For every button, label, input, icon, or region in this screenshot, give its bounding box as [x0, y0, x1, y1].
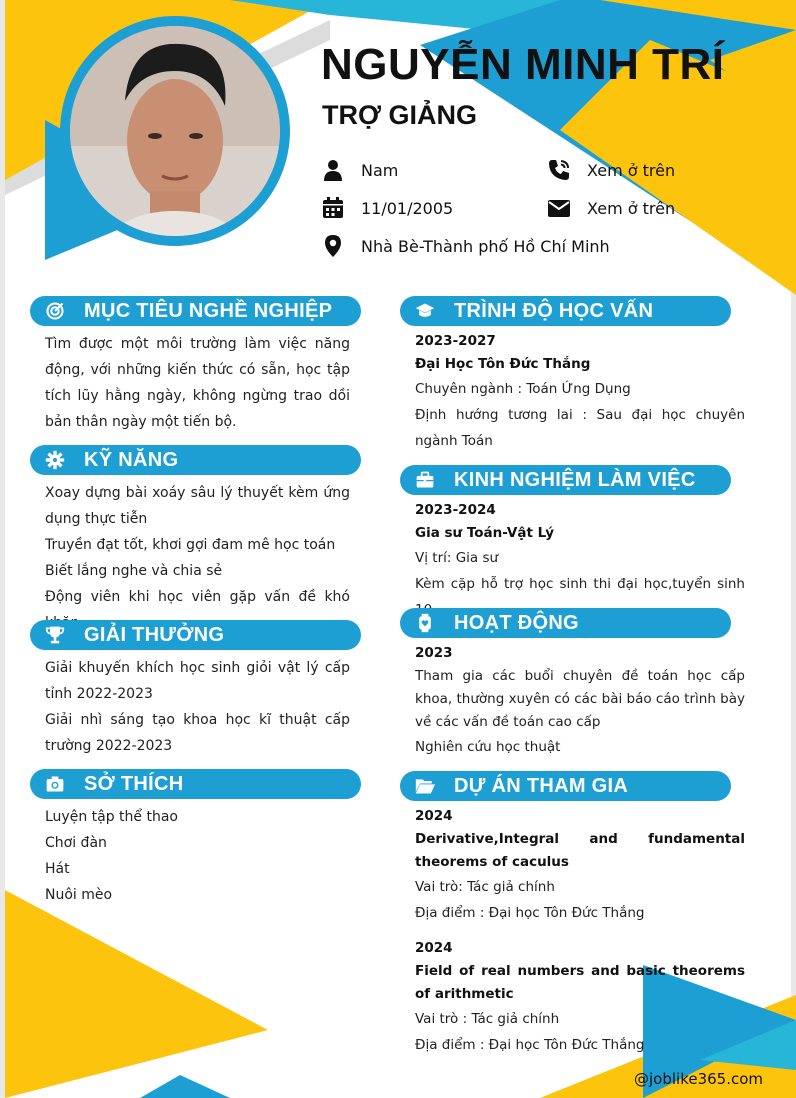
experience-position: Vị trí: Gia sư — [415, 550, 499, 566]
candidate-name: NGUYỄN MINH TRÍ — [321, 40, 725, 89]
award-item: Giải nhì sáng tạo khoa học kĩ thuật cấp trường 2022-2023 — [45, 712, 350, 754]
birthdate-value: 11/01/2005 — [361, 198, 454, 218]
activities-header — [400, 608, 731, 638]
phone-info — [547, 158, 675, 182]
website-footer: @joblike365.com — [634, 1070, 764, 1088]
project-location: Địa điểm : Đại học Tôn Đức Thắng — [415, 905, 645, 921]
experience-desc: Kèm cặp hỗ trợ học sinh thi đại học,tuyển sinh — [415, 576, 745, 592]
job-title: TRỢ GIẢNG — [322, 100, 478, 130]
education-major: Chuyên ngành : Toán Ứng Dụng — [415, 381, 631, 397]
project-item — [415, 937, 745, 1058]
awards-header — [30, 620, 361, 650]
graduation-cap-icon — [414, 300, 436, 322]
hobbies-header — [30, 769, 361, 799]
folder-open-icon — [414, 775, 436, 797]
address-value: Nhà Bè-Thành phố Hồ Chí Minh — [361, 236, 610, 256]
education-period: 2023-2027 — [415, 333, 496, 349]
education-orientation: Định hướng tương lai : Sau đại học chuyên ngành Toán — [415, 407, 745, 449]
gear-icon — [44, 449, 66, 471]
skills-list — [45, 480, 350, 636]
experience-job: Gia sư Toán-Vật Lý — [415, 525, 555, 541]
objective-heading: MỤC TIÊU NGHỀ NGHIỆP — [84, 299, 333, 322]
envelope-icon — [547, 196, 571, 220]
projects-heading: DỰ ÁN THAM GIA — [454, 774, 629, 797]
project-year: 2024 — [415, 940, 453, 956]
phone-value: Xem ở trên — [587, 160, 676, 180]
activities-year: 2023 — [415, 645, 453, 661]
phone-icon — [547, 158, 571, 182]
activities-section — [415, 642, 745, 760]
skill-item: Động viên khi học viên gặp vấn đề khó — [45, 589, 350, 605]
hobbies-heading: SỞ THÍCH — [84, 772, 184, 795]
hobby-item: Luyện tập thể thao — [45, 809, 178, 825]
target-icon — [44, 300, 66, 322]
skill-item: Xoay dựng bài xoáy sâu lý thuyết kèm ứng dụng thực tiễn — [45, 485, 350, 527]
education-section — [415, 330, 745, 454]
avatar — [70, 26, 280, 236]
birthdate-info — [321, 196, 453, 220]
objective-text: Tìm được một môi trường làm việc năng động, với những kiến thức có sẵn, học tập tích lũy hằng ngày, không ngừng trao dồi bản thân ngày một tiến bộ. — [45, 336, 350, 430]
skills-header — [30, 445, 361, 475]
person-icon — [321, 158, 345, 182]
experience-section — [415, 499, 745, 623]
project-year: 2024 — [415, 808, 453, 824]
gender-info — [321, 158, 398, 182]
hobby-item: Nuôi mèo — [45, 887, 113, 903]
project-title: Field of real numbers and basic theorems of arithmetic — [415, 963, 745, 1002]
trophy-icon — [44, 624, 66, 646]
education-school: Đại Học Tôn Đức Thắng — [415, 356, 591, 372]
project-role: Vai trò : Tác giả chính — [415, 1011, 560, 1027]
skill-item: Truyền đạt tốt, khơi gợi đam mê học toán — [45, 537, 336, 553]
experience-header — [400, 465, 731, 495]
gender-value: Nam — [361, 160, 399, 180]
location-pin-icon — [321, 234, 345, 258]
smartwatch-icon — [414, 612, 436, 634]
objective-header — [30, 296, 361, 326]
project-role: Vai trò: Tác giả chính — [415, 879, 555, 895]
skills-heading: KỸ NĂNG — [84, 448, 179, 471]
briefcase-icon — [414, 469, 436, 491]
hobbies-list — [45, 804, 350, 908]
portrait-photo — [70, 26, 280, 236]
awards-list — [45, 655, 350, 759]
address-info — [321, 234, 610, 258]
skill-item: Biết lắng nghe và chia sẻ — [45, 563, 223, 579]
project-item — [415, 805, 745, 926]
project-location: Địa điểm : Đại học Tôn Đức Thắng — [415, 1037, 645, 1053]
camera-icon — [44, 773, 66, 795]
hobby-item: Chơi đàn — [45, 835, 107, 851]
objective-section — [45, 331, 350, 435]
activities-desc: Tham gia các buổi chuyên đề toán học cấp khoa, thường xuyên có các bài báo cáo trình bày về các vấn đề toán cao cấp — [415, 668, 745, 730]
education-header — [400, 296, 731, 326]
activities-heading: HOẠT ĐỘNG — [454, 611, 579, 634]
awards-heading: GIẢI THƯỞNG — [84, 623, 225, 646]
projects-header — [400, 771, 731, 801]
education-heading: TRÌNH ĐỘ HỌC VẤN — [454, 299, 654, 322]
project-title: Derivative,Integral and fundamental theorems of caculus — [415, 831, 745, 870]
experience-heading: KINH NGHIỆM LÀM VIỆC — [454, 468, 696, 491]
email-value: Xem ở trên — [587, 198, 676, 218]
award-item: Giải khuyến khích học sinh giỏi vật lý cấp tỉnh 2022-2023 — [45, 660, 350, 702]
hobby-item: Hát — [45, 861, 70, 877]
experience-period: 2023-2024 — [415, 502, 496, 518]
activities-research: Nghiên cứu học thuật — [415, 739, 561, 755]
email-info — [547, 196, 675, 220]
projects-section — [415, 805, 745, 1058]
calendar-icon — [321, 196, 345, 220]
